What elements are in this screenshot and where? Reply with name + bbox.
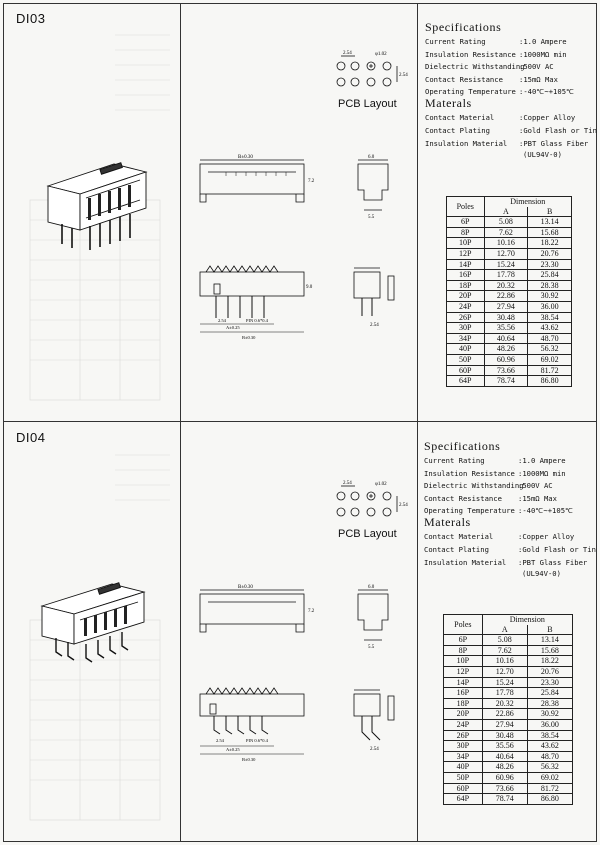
pitch-label: 2.54	[343, 481, 352, 486]
table-row	[447, 217, 572, 228]
poles-cell: 26P	[444, 730, 483, 741]
poles-header: Poles	[444, 615, 483, 635]
dimension-a-cell: 20.32	[482, 698, 527, 709]
table-row	[447, 323, 572, 334]
connector-3d-illustration	[42, 158, 152, 258]
connector-3d-illustration	[36, 578, 156, 678]
table-row	[447, 344, 572, 355]
poles-cell: 24P	[447, 301, 485, 312]
dimension-a-cell: 7.62	[484, 227, 528, 238]
dimension-b-cell: 28.38	[528, 280, 572, 291]
poles-cell: 50P	[447, 354, 485, 365]
table-row	[444, 677, 573, 688]
dimension-b-cell: 13.14	[528, 217, 572, 228]
height-label: 7.2	[308, 179, 315, 184]
table-row	[447, 333, 572, 344]
table-row	[444, 751, 573, 762]
dimension-b-cell: 43.62	[527, 741, 572, 752]
table-row	[447, 259, 572, 270]
dimension-a-cell: 15.24	[484, 259, 528, 270]
end-view-drawing	[350, 262, 410, 332]
width-label: 6.0	[368, 155, 375, 160]
end-pitch-label: 2.54	[370, 323, 379, 328]
poles-cell: 50P	[444, 772, 483, 783]
b-dimension-bottom-label: B±0.30	[242, 335, 256, 340]
poles-cell: 16P	[444, 688, 483, 699]
table-row	[444, 741, 573, 752]
table-row	[444, 719, 573, 730]
dimension-a-cell: 35.56	[482, 741, 527, 752]
dimension-a-cell: 60.96	[482, 772, 527, 783]
dimension-b-cell: 25.84	[527, 688, 572, 699]
table-row	[444, 666, 573, 677]
table-row	[447, 280, 572, 291]
pcb-layout-label: PCB Layout	[338, 528, 397, 540]
dimension-a-cell: 22.86	[482, 709, 527, 720]
dimension-b-cell: 48.70	[528, 333, 572, 344]
poles-cell: 12P	[444, 666, 483, 677]
side-height-label: 9.0	[306, 285, 313, 290]
inner-width-label: 5.5	[368, 215, 375, 220]
b-dimension-label: B±0.30	[238, 155, 253, 160]
height-label: 7.2	[308, 609, 315, 614]
part-number-di04: DI04	[16, 430, 46, 445]
a-dimension-label: A±0.25	[226, 325, 240, 330]
dimension-b-cell: 38.54	[527, 730, 572, 741]
poles-cell: 14P	[444, 677, 483, 688]
dimension-a-cell: 27.94	[484, 301, 528, 312]
table-row	[444, 688, 573, 699]
width-label: 6.0	[368, 585, 375, 590]
dimension-a-cell: 78.74	[482, 794, 527, 805]
dimension-a-cell: 5.08	[484, 217, 528, 228]
poles-cell: 10P	[447, 238, 485, 249]
row-pitch-label: 2.54	[399, 503, 408, 508]
dimension-b-cell: 48.70	[527, 751, 572, 762]
materials-heading: Materals	[424, 515, 471, 529]
section-divider	[3, 421, 597, 422]
dimension-b-cell: 20.76	[527, 666, 572, 677]
dimension-b-cell: 15.68	[527, 645, 572, 656]
side-view-drawing	[352, 150, 402, 224]
table-row	[444, 794, 573, 805]
dimension-a-cell: 22.86	[484, 291, 528, 302]
poles-cell: 64P	[447, 376, 485, 387]
specifications-heading: Specifications	[425, 20, 502, 34]
table-row	[444, 783, 573, 794]
dimension-b-cell: 13.14	[527, 635, 572, 646]
dimension-b-cell: 15.68	[528, 227, 572, 238]
dimension-b-cell: 43.62	[528, 323, 572, 334]
dimension-a-cell: 10.16	[482, 656, 527, 667]
dimension-a-cell: 10.16	[484, 238, 528, 249]
poles-cell: 16P	[447, 270, 485, 281]
table-row	[447, 291, 572, 302]
table-row	[447, 270, 572, 281]
dimension-a-cell: 48.26	[484, 344, 528, 355]
dimension-a-cell: 27.94	[482, 719, 527, 730]
dimension-b-cell: 56.32	[527, 762, 572, 773]
poles-cell: 10P	[444, 656, 483, 667]
b-dimension-bottom-label: B±0.30	[242, 757, 256, 762]
dimension-a-cell: 12.70	[484, 248, 528, 259]
dimension-b-cell: 56.32	[528, 344, 572, 355]
poles-cell: 20P	[447, 291, 485, 302]
poles-cell: 6P	[447, 217, 485, 228]
hole-label: φ1.02	[375, 482, 387, 487]
front-view-drawing	[196, 684, 316, 764]
dimension-a-cell: 17.78	[484, 270, 528, 281]
row-pitch-label: 2.54	[399, 73, 408, 78]
column-divider-left	[180, 3, 181, 842]
table-row	[444, 730, 573, 741]
poles-cell: 12P	[447, 248, 485, 259]
poles-cell: 60P	[447, 365, 485, 376]
pitch-label: 2.54	[343, 51, 352, 56]
table-row	[447, 365, 572, 376]
end-view-drawing	[350, 684, 410, 754]
side-view-drawing	[352, 580, 402, 654]
pin-size-label: PIN 0.6*0.4	[246, 738, 268, 743]
dimension-b-cell: 81.72	[527, 783, 572, 794]
end-pitch-label: 2.54	[370, 747, 379, 752]
poles-cell: 14P	[447, 259, 485, 270]
dimension-b-cell: 38.54	[528, 312, 572, 323]
dimension-a-cell: 73.66	[482, 783, 527, 794]
poles-cell: 40P	[444, 762, 483, 773]
materials-heading: Materals	[425, 96, 472, 110]
dimension-b-cell: 36.00	[528, 301, 572, 312]
table-row	[447, 248, 572, 259]
dimension-a-cell: 5.08	[482, 635, 527, 646]
poles-header: Poles	[447, 197, 485, 217]
pin-size-label: PIN 0.6*0.4	[246, 318, 268, 323]
dimension-header: Dimension	[484, 197, 572, 207]
poles-cell: 24P	[444, 719, 483, 730]
dimension-a-cell: 15.24	[482, 677, 527, 688]
pin-pitch-label: 2.54	[216, 738, 224, 743]
table-row	[444, 656, 573, 667]
dimension-b-cell: 86.80	[527, 794, 572, 805]
poles-cell: 30P	[447, 323, 485, 334]
table-row	[447, 376, 572, 387]
inner-width-label: 5.5	[368, 645, 375, 650]
pcb-layout-diagram	[333, 482, 413, 526]
b-dimension-label: B±0.30	[238, 585, 253, 590]
dimension-b-cell: 25.84	[528, 270, 572, 281]
poles-cell: 20P	[444, 709, 483, 720]
table-row	[444, 709, 573, 720]
table-row	[447, 312, 572, 323]
dimension-a-cell: 7.62	[482, 645, 527, 656]
dimension-a-cell: 73.66	[484, 365, 528, 376]
poles-cell: 8P	[444, 645, 483, 656]
pcb-layout-label: PCB Layout	[338, 98, 397, 110]
column-b-header: B	[528, 207, 572, 217]
dimension-b-cell: 36.00	[527, 719, 572, 730]
hole-label: φ1.02	[375, 52, 387, 57]
table-row	[444, 698, 573, 709]
poles-cell: 34P	[447, 333, 485, 344]
pcb-layout-diagram	[333, 52, 413, 96]
poles-cell: 18P	[447, 280, 485, 291]
part-number-di03: DI03	[16, 11, 46, 26]
dimension-b-cell: 23.30	[528, 259, 572, 270]
dimension-b-cell: 86.80	[528, 376, 572, 387]
dimension-b-cell: 23.30	[527, 677, 572, 688]
dimension-b-cell: 30.92	[528, 291, 572, 302]
table-row	[444, 645, 573, 656]
column-b-header: B	[527, 625, 572, 635]
dimension-b-cell: 28.38	[527, 698, 572, 709]
table-row	[447, 227, 572, 238]
poles-cell: 18P	[444, 698, 483, 709]
table-row	[447, 238, 572, 249]
dimension-b-cell: 18.22	[528, 238, 572, 249]
dimension-a-cell: 78.74	[484, 376, 528, 387]
dimension-b-cell: 20.76	[528, 248, 572, 259]
poles-cell: 26P	[447, 312, 485, 323]
dimension-b-cell: 81.72	[528, 365, 572, 376]
poles-cell: 34P	[444, 751, 483, 762]
column-divider-right	[417, 3, 418, 842]
dimension-a-cell: 48.26	[482, 762, 527, 773]
table-row	[447, 301, 572, 312]
poles-cell: 30P	[444, 741, 483, 752]
poles-cell: 40P	[447, 344, 485, 355]
dimension-a-cell: 12.70	[482, 666, 527, 677]
pin-pitch-label: 2.54	[218, 318, 226, 323]
dimension-b-cell: 69.02	[527, 772, 572, 783]
poles-cell: 8P	[447, 227, 485, 238]
front-view-drawing	[196, 262, 316, 342]
dimension-a-cell: 60.96	[484, 354, 528, 365]
column-a-header: A	[484, 207, 528, 217]
top-view-drawing	[196, 580, 316, 640]
dimension-table	[446, 196, 572, 387]
dimension-a-cell: 30.48	[484, 312, 528, 323]
dimension-a-cell: 30.48	[482, 730, 527, 741]
dimension-table	[443, 614, 573, 805]
specifications-heading: Specifications	[424, 439, 501, 453]
dimension-b-cell: 69.02	[528, 354, 572, 365]
poles-cell: 60P	[444, 783, 483, 794]
a-dimension-label: A±0.25	[226, 747, 240, 752]
dimension-header: Dimension	[482, 615, 572, 625]
poles-cell: 64P	[444, 794, 483, 805]
table-row	[447, 354, 572, 365]
dimension-a-cell: 17.78	[482, 688, 527, 699]
dimension-a-cell: 40.64	[484, 333, 528, 344]
column-a-header: A	[482, 625, 527, 635]
top-view-drawing	[196, 150, 316, 210]
dimension-b-cell: 18.22	[527, 656, 572, 667]
dimension-a-cell: 40.64	[482, 751, 527, 762]
table-row	[444, 772, 573, 783]
dimension-a-cell: 35.56	[484, 323, 528, 334]
table-row	[444, 635, 573, 646]
poles-cell: 6P	[444, 635, 483, 646]
dimension-b-cell: 30.92	[527, 709, 572, 720]
dimension-a-cell: 20.32	[484, 280, 528, 291]
table-row	[444, 762, 573, 773]
